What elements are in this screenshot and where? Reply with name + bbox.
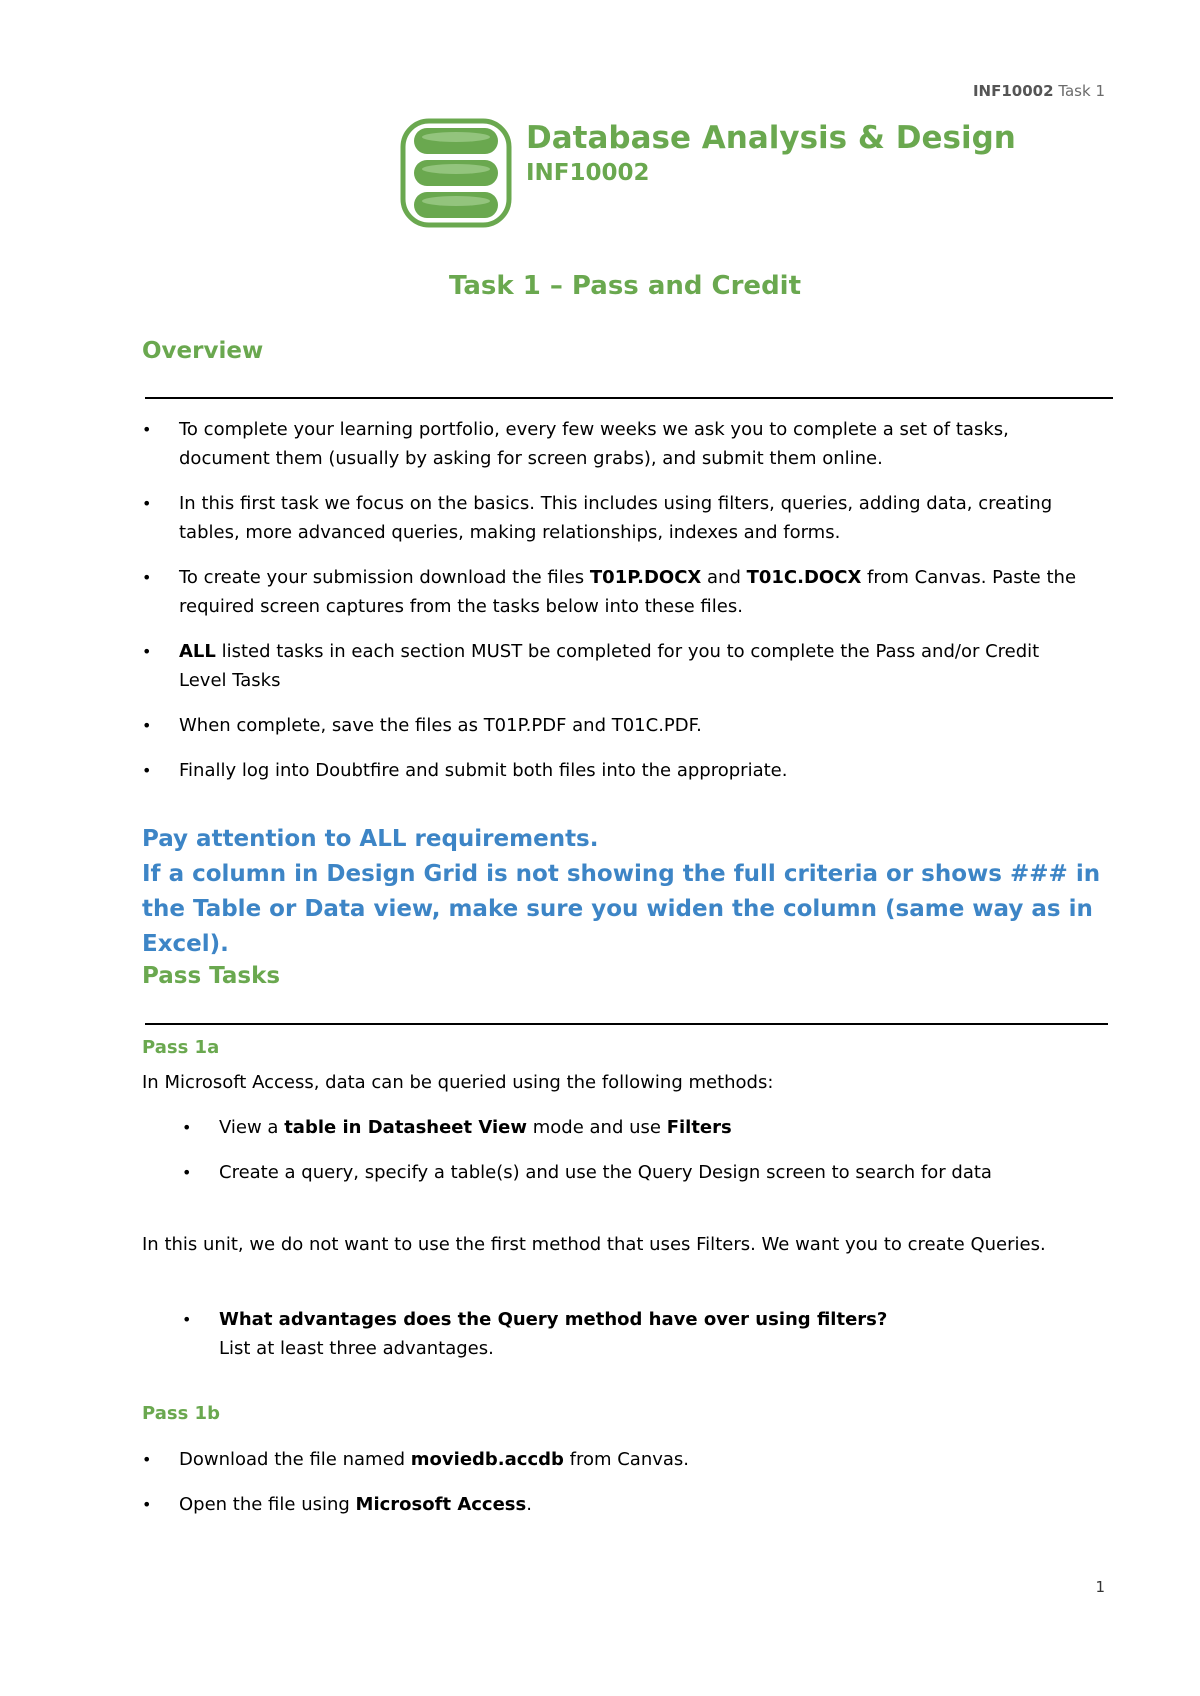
attention-notice (142, 822, 1102, 962)
pass-1b-text: Download the file named (179, 1449, 411, 1470)
header-reference (973, 82, 1105, 100)
overview-item (142, 637, 1087, 695)
emphasis-all: ALL (179, 641, 216, 662)
document-title: Task 1 – Pass and Credit (448, 271, 802, 301)
pass-1b-item (142, 1490, 1087, 1519)
query-methods-list (182, 1113, 1082, 1187)
overview-item-text: listed tasks in each section MUST be completed for you to complete the Pass and/or Credit Level Tasks (179, 641, 1040, 691)
logo-course-code: INF10002 (526, 160, 650, 186)
question-item (182, 1305, 1082, 1363)
overview-item-text: To create your submission download the files (179, 567, 590, 588)
pass-1b-text: . (526, 1494, 532, 1515)
attention-line-1: Pay attention to ALL requirements. (142, 826, 599, 852)
question-list (182, 1305, 1082, 1363)
method-item (182, 1158, 1082, 1187)
pass-1a-intro: In Microsoft Access, data can be queried using the following methods: (142, 1072, 774, 1093)
method-emphasis: table in Datasheet View (284, 1117, 528, 1138)
header-task-label: Task 1 (1058, 82, 1105, 100)
question-text: What advantages does the Query method have over using filters? (219, 1309, 888, 1330)
database-icon (400, 118, 512, 228)
pass-1a-heading: Pass 1a (142, 1037, 220, 1058)
method-text: mode and use (527, 1117, 667, 1138)
overview-item (142, 489, 1087, 547)
pass-tasks-divider (145, 1023, 1108, 1025)
overview-item (142, 563, 1087, 621)
header-course-code: INF10002 (972, 82, 1054, 100)
pass-1b-text: Open the file using (179, 1494, 356, 1515)
overview-item-text: To complete your learning portfolio, every few weeks we ask you to complete a set of tasks, document them (usually by asking for screen grabs), and submit them online. (179, 419, 1009, 469)
file-name-t01p: T01P.DOCX (589, 567, 702, 588)
method-item (182, 1113, 1082, 1142)
pass-1b-item (142, 1445, 1087, 1474)
overview-heading: Overview (142, 338, 264, 364)
pass-1b-heading: Pass 1b (142, 1403, 220, 1424)
overview-item-text: In this first task we focus on the basics. This includes using filters, queries, adding data, creating tables, more advanced queries, making relationships, indexes and forms. (179, 493, 1053, 543)
pass-1b-list (142, 1445, 1087, 1519)
method-emphasis: Filters (666, 1117, 732, 1138)
logo-title: Database Analysis & Design (526, 120, 1016, 156)
overview-item (142, 415, 1087, 473)
page-number: 1 (1095, 1578, 1105, 1596)
overview-item-text: and (701, 567, 747, 588)
app-name-access: Microsoft Access (355, 1494, 527, 1515)
overview-divider (145, 397, 1113, 399)
pass-1a-note: In this unit, we do not want to use the first method that uses Filters. We want you to create Queries. (142, 1234, 1046, 1255)
overview-item (142, 711, 1087, 740)
overview-item-text: from Canvas. Paste the required screen captures from the tasks below into these files. (179, 567, 1077, 617)
file-name-moviedb: moviedb.accdb (410, 1449, 564, 1470)
database-icon-graphic (400, 118, 512, 228)
pass-1b-text: from Canvas. (563, 1449, 690, 1470)
question-subtext: List at least three advantages. (219, 1338, 494, 1359)
overview-item-text: Finally log into Doubtfire and submit both files into the appropriate. (179, 760, 788, 781)
pass-tasks-heading: Pass Tasks (142, 963, 281, 989)
attention-line-2: If a column in Design Grid is not showing the full criteria or shows ### in the Table or Data view, make sure you widen the column (same way as in Excel). (142, 861, 1101, 957)
overview-item-text: When complete, save the files as T01P.PDF and T01C.PDF. (179, 715, 702, 736)
overview-item (142, 756, 1087, 785)
overview-list (142, 415, 1087, 785)
file-name-t01c: T01C.DOCX (746, 567, 862, 588)
method-text: Create a query, specify a table(s) and use the Query Design screen to search for data (219, 1162, 992, 1183)
method-text: View a (219, 1117, 285, 1138)
